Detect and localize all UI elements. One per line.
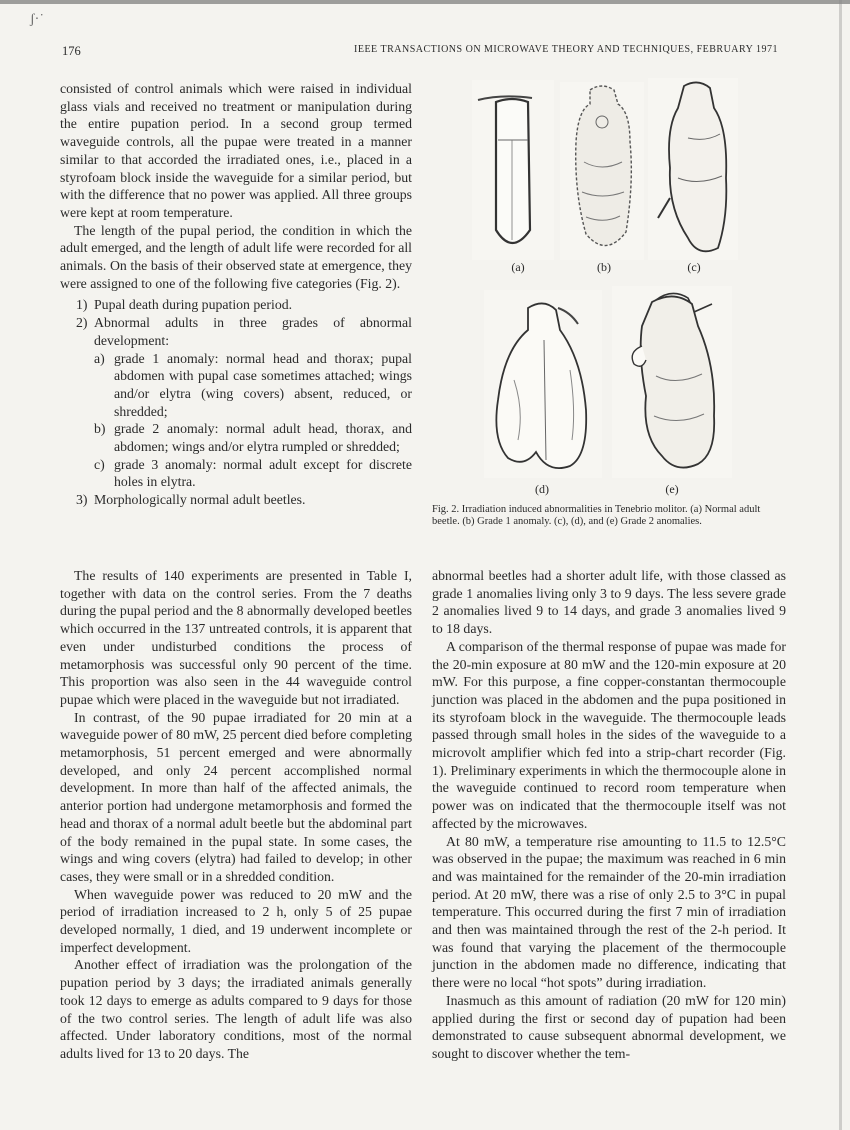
subcategory-item [94,420,412,455]
paragraph: consisted of control animals which were raised in individual glass vials and received no treatment or manipulation during the entire pupation period. In a second group termed waveguide controls, all the pupae were treated in a manner similar to that accorded the irradiated ones, i.e., placed in a styrofoam block inside the waveguide for a similar period, but with the difference that no power was applied. All three groups were kept at room temperature. [60,81,412,220]
subcategory-list [94,350,412,492]
beetle-normal-image [472,80,554,260]
photo-panel-a [472,80,554,260]
beetle-grade1-image [560,82,644,260]
subcategory-text: grade 2 anomaly: normal adult head, thorax, and abdomen; wings and/or elytra rumpled or shredded; [114,421,412,455]
beetle-grade2-d-image [484,290,602,478]
panel-label-e: (e) [665,482,679,496]
page-number: 176 [62,44,81,58]
paragraph: When waveguide power was reduced to 20 mW and the period of irradiation increased to 2 h, only 5 of 25 pupae developed normally, 1 died, and 19 underwent incomplete or imperfect development. [60,886,412,955]
photo-panel-b [560,82,644,260]
photo-panel-d [484,290,602,478]
paragraph: A comparison of the thermal response of pupae was made for the 20-min exposure at 80 mW and the 120-min exposure at 20 mW. For this purpose, a fine copper-constantan thermocouple junction was placed in the abdomen and the pupa positioned in its styrofoam block in the waveguide. The thermocouple leads passed through small holes in the sides of the waveguide to a microvolt amplifier which fed into a strip-chart recorder (Fig. 1). Preliminary experiments in which the thermocouple alone in the waveguide continued to record room temperature when power was on indicated that the thermocouple itself was not affected by the microwaves. [432,638,786,831]
left-column-top [60,80,412,513]
subcategory-text: grade 1 anomaly: normal head and thorax; pupal abdomen with pupal case sometimes attached; wings and/or elytra (wing covers) absent, reduced, or shredded; [114,350,412,419]
beetle-grade2-e-image [612,286,732,478]
photo-panel-e [612,286,732,478]
panel-label-a: (a) [511,260,525,274]
subcategory-item [94,456,412,491]
category-number: 2) [76,315,88,331]
category-item [60,314,412,491]
paragraph: The length of the pupal period, the condition in which the adult emerged, and the length of adult life were recorded for all animals. On the basis of their observed state at emergence, they were assigned to one of the following five categories (Fig. 2). [60,222,412,291]
panel-label-c: (c) [687,260,701,274]
category-text: Abnormal adults in three grades of abnormal development: [94,315,412,348]
paragraph: In contrast, of the 90 pupae irradiated for 20 min at a waveguide power of 80 mW, 25 percent died before completing metamorphosis, 51 percent emerged and were abnormally developed, and only 24 percent accomplished normal development. In more than half of the affected animals, the anterior portion had undergone metamorphosis and formed the head and thorax of a normal adult beetle but the abdominal part of the body remained in the pupal state. In some cases, the wings and wing covers (elytra) had failed to develop; in other cases, they were small or in a shredded condition. [60,709,412,884]
category-text: Pupal death during pupation period. [94,297,293,313]
category-item [60,491,412,509]
category-list [60,296,412,508]
subcategory-text: grade 3 anomaly: normal adult except for discrete holes in elytra. [114,456,412,490]
right-column-bottom [432,567,786,1063]
figure-2 [462,72,762,496]
photo-panel-c [648,78,738,260]
category-number: 3) [76,492,88,508]
paragraph: At 80 mW, a temperature rise amounting to 11.5 to 12.5°C was observed in the pupae; the maximum was reached in 6 min and was maintained for the remainder of the 20-min irradiation period. At 20 mW, there was a rise of only 2.5 to 3°C in pupal temperature. This occurred during the first 7 min of irradiation and then was maintained through the rest of the 2-h period. It was found that varying the placement of the thermocouple junction in the abdomen made no difference, indicating that there were no local “hot spots” during irradiation. [432,833,786,991]
paragraph: abnormal beetles had a shorter adult life, with those classed as grade 1 anomalies living only 3 to 9 days. The less severe grade 2 anomalies lived 9 to 14 days, and grade 3 anomalies lived 9 to 18 days. [432,568,786,637]
scan-edge-right [839,0,842,1130]
caption-text: Fig. 2. Irradiation induced abnormalities in Tenebrio molitor. (a) Normal adult beetle. (b) Grade 1 anomaly. (c), (d), and (e) Grade 2 anomalies. [432,504,761,527]
scan-edge-top [0,0,850,4]
running-head: IEEE TRANSACTIONS ON MICROWAVE THEORY AND TECHNIQUES, FEBRUARY 1971 [354,44,778,55]
paragraph: The results of 140 experiments are presented in Table I, together with data on the control series. From the 7 deaths during the pupal period and the 8 abnormally developed beetles which occurred in the 137 untreated controls, it is apparent that even under undisturbed conditions the process of metamorphosis was successful only 90 percent of the time. This proportion was also seen in the 44 waveguide control pupae which were placed in the waveguide but not irradiated. [60,568,412,707]
scan-mark: ʃ·˙ [30,12,44,27]
figure-caption [432,504,786,528]
subcategory-number: b) [94,421,106,437]
left-column-bottom [60,567,412,1063]
subcategory-number: c) [94,456,105,472]
subcategory-number: a) [94,350,105,366]
beetle-grade2-c-image [648,78,738,260]
subcategory-item [94,350,412,421]
category-item [60,296,412,314]
panel-label-b: (b) [597,260,611,274]
paragraph: Inasmuch as this amount of radiation (20 mW for 120 min) applied during the first or second day of pupation had been demonstrated to cause subsequent abnormal development, we sought to discover whether the tem- [432,992,786,1061]
category-number: 1) [76,297,88,313]
paragraph: Another effect of irradiation was the prolongation of the pupation period by 3 days; the irradiated animals generally took 12 days to emerge as adults compared to 9 days for those of the two control series. The length of adult life was also affected. Under laboratory conditions, most of the normal adults lived for 13 to 20 days. The [60,957,412,1061]
panel-label-d: (d) [535,482,549,496]
category-text: Morphologically normal adult beetles. [94,492,306,508]
